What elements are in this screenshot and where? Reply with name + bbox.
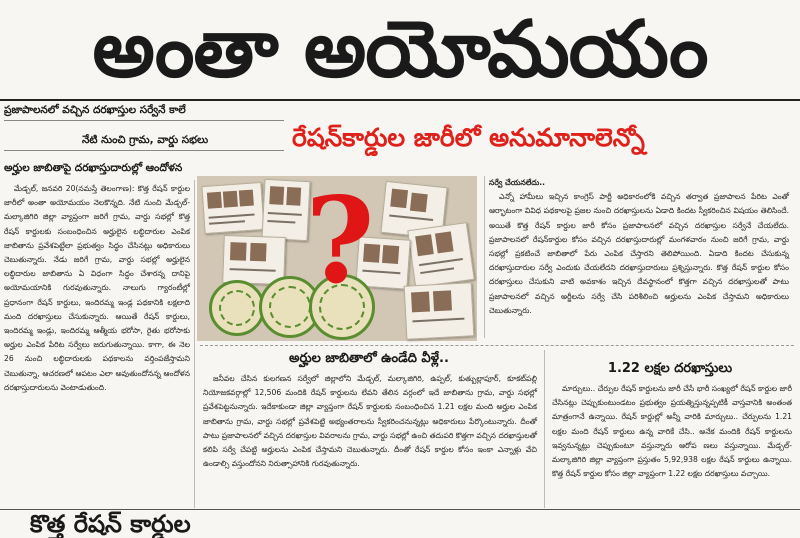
card-image: [404, 282, 475, 339]
middle-section-heading: అర్హుల జాబితాలో ఉండేది వీళ్లే..: [289, 351, 449, 366]
deck-line-2: నేటి నుంచి గ్రామ, వార్డు సభలు: [82, 134, 209, 146]
next-article-headline: కొత్త రేషన్ కార్డుల: [30, 510, 191, 538]
column-rule: [194, 180, 195, 508]
right-top-paragraph: ఎన్నో హామీలు ఇచ్చిన కాంగ్రెస్ పార్టీ అధికారంలోకి వచ్చిన తర్వాత ప్రజాపాలన పేరిట ఎంతో ఆర్భాటంగా వివిధ పథకాలపై ప్రజల నుంచి దరఖాస్తులను ఏడాది కిందట స్వీకరించిన విషయం తెలిసిందే. అయితే కొత్త రేషన్ కార్డుల జారీ కోసం ప్రజాపాలనలో వచ్చిన దరఖాస్తుల సర్వేనే చేయలేదు. ప్రజాపాలనలో రేషన్‌కార్డుల కోసం వచ్చిన దరఖాస్తుదారుల్లో మంగళవారం నుంచి జరిగే గ్రామ, వార్డు సభల్లో ప్రకటించే జాబితాలో పేరు ఎంపిక చేస్తారని తెలిపోయింది. ఏడాది కిందట చేసుకున్న దరఖాస్తుదారుల సర్వే ఎందుకు చేయలేదని దరఖాస్తుదారులు ప్రశ్నిస్తున్నారు. కొత్త రేషన్ కార్డుల కోసం దరఖాస్తులు చేసుకుని వాటి అవకాశం ఇచ్చిన దేవస్థానంలో కొత్తగా వచ్చిన దరఖాస్తులతో పాటు ప్రజాపాలనలో వచ్చిన అర్జీలను సర్వే చేసి పరిశీలించి అర్హులను ఎంపిక చేస్తామని అధికారులు చెబుతున్నారు.: [489, 192, 789, 315]
headline-rule: [0, 99, 800, 101]
column-rule: [484, 176, 485, 338]
red-subheadline: రేషన్‌కార్డుల జారీలో అనుమానాలెన్నో: [292, 123, 645, 152]
column-rule: [544, 350, 545, 508]
govt-seal-icon: [209, 280, 265, 336]
card-image: [201, 182, 264, 234]
card-image: [222, 235, 286, 285]
main-headline: అంతా అయోమయం: [92, 5, 708, 95]
card-image: [407, 222, 474, 288]
middle-paragraph: జనీవల చేసిన కులగణన సర్వేలో జిల్లాలోని మేడ్చల్, మల్కాజిగిరి, ఉప్పల్, కుత్బుల్లాపూర్, కూకట్‌పల్లి నియోజకవర్గాల్లో 12,506 మందికి రేషన్ కార్డులను లేవని తేలిన వర్గంలో ఇదే జాబితాను గ్రామ, వార్డు సభల్లో ప్రవేశపెట్టనున్నారు. ఇదేకాకుండా జిల్లా వ్యాప్తంగా రేషన్ కార్డులకు సంబంధించిన 1.21 లక్షల మంది అర్హుల ఎంపిక జాబితాను గ్రామ, వార్డు సభల్లో ప్రవేశపెట్టి అభ్యంతరాలను స్వీకరించనున్నట్లు అధికారులు పేర్కొంటున్నారు. దీంతో పాటు ప్రజాపాలనలో వచ్చిన దరఖాస్తుల వివరాలను గ్రామ, వార్డు సభల్లో ఉంచి తదుపరి కొత్తగా వచ్చిన దరఖాస్తులతో కలిపి సర్వే చేపట్టి అర్హులను ఎంపిక చేస్తామని చెబుతున్నారు. దీంతో రేషన్ కార్డుల కోసం ఇంకా ఎన్నాళ్లు వేచి ఉండాల్సి వస్తుందోనని నిరుత్సాహానికి గురవుతున్నారు.: [203, 374, 537, 469]
ration-cards-photo: [197, 171, 477, 341]
deck-divider: [4, 120, 284, 121]
right-section-text: [552, 382, 792, 510]
question-mark-icon: ?: [305, 171, 375, 310]
right-section-heading: 1.22 లక్షల దరఖాస్తులు: [607, 361, 733, 376]
deck-line-3: అర్హుల జాబితాపై దరఖాస్తుదారుల్లో ఆందోళన: [4, 162, 183, 174]
right-top-text: [489, 176, 789, 338]
deck-line-1: ప్రజాపాలనలో వచ్చిన దరఖాస్తుల సర్వేనే కాలే: [4, 104, 186, 116]
left-paragraph: మేడ్చల్, జనవరి 20(నమస్తే తెలంగాణ): కొత్త రేషన్ కార్డుల జారీలో అంతా అయోమయం నెలకొన్నది. నేటి నుంచి మేడ్చల్-మల్కాజిగిరి జిల్లా వ్యాప్తంగా జరిగే గ్రామ, వార్డు సభల్లో కొత్త రేషన్ కార్డులకు సంబంధించిన అర్హులైన లబ్ధిదారుల ఎంపిక జాబితాను ప్రవేశపెట్టేలా ప్రభుత్వం సిద్ధం చేసినట్లు అధికారులు చెబుతున్నారు. నేడు జరిగే గ్రామ, వార్డు సభల్లో అర్హులైన లబ్ధిదారుల జాబితాను ఏ విధంగా సిద్ధం చేశారన్న దానిపై అయోమయానికి గురవుతున్నారు. నాలుగు గ్యారంటీల్లో ప్రధానంగా రేషన్ కార్డులు, ఇందిరమ్మ ఇండ్ల పథకానికి లక్షలాది మంది దరఖాస్తులు చేసుకున్నారు. ఆయితే రేషన్ కార్డులు, ఇందిరమ్మ ఇండ్లు, ఇందిరమ్మ ఆత్మీయ భరోసా, రైతు భరోసాకు అర్హుల ఎంపిక పేరిట సర్వేలు జరుగుతున్నాయి. కాగా, ఈ నెల 26 నుంచి లబ్ధిదారులకు పథకాలను వర్తింపజేస్తామని చెబుతున్నా, ఆచరణలో ఆపటం ఎలా అవుతుందోనన్న ఆందోళన దరఖాస్తుదారులను వెంటాడుతుంది.: [4, 184, 190, 392]
left-column-text: [4, 182, 190, 512]
section-divider: [200, 345, 794, 346]
deck-divider: [4, 150, 284, 151]
right-top-lead: సర్వే చేయనలేదు..: [489, 178, 545, 187]
middle-section-text: [203, 372, 537, 510]
right-paragraph: మార్చులు.. చేర్పుల రేషన్ కార్డులను జారీ చేసే భారీ సంఖ్యలో రేషన్ కార్డుల జారీ చేసినట్లు చెప్పుకుంటుండటం ప్రభుత్వం ప్రయత్నిస్తున్నప్పటికీ వాస్తవానికి అంతంత మాత్రంగానే ఉన్నాయి. రేషన్ కార్డుల్లో అన్నీ వారికి మార్చులు.. చేర్పులను 1.21 లక్షల మంది రేషన్ కార్డులు ఉన్న వారికే చేసి.. అనేక మందికి రేషన్ కార్డులను ఇవ్వనున్నట్లు చెప్పుకుంటూ వస్తున్నారు ఆరోప ణలు వస్తున్నాయి. మేడ్చల్-మల్కాజిగిరి జిల్లా వ్యాప్తంగా ప్రస్తుతం 5,92,938 లక్షల రేషన్ కార్డులు ఉన్నాయి. కొత్త రేషన్ కార్డుల కోసం జిల్లా వ్యాప్తంగా 1.22 లక్షల దరఖాస్తులు వచ్చాయి.: [552, 384, 792, 479]
